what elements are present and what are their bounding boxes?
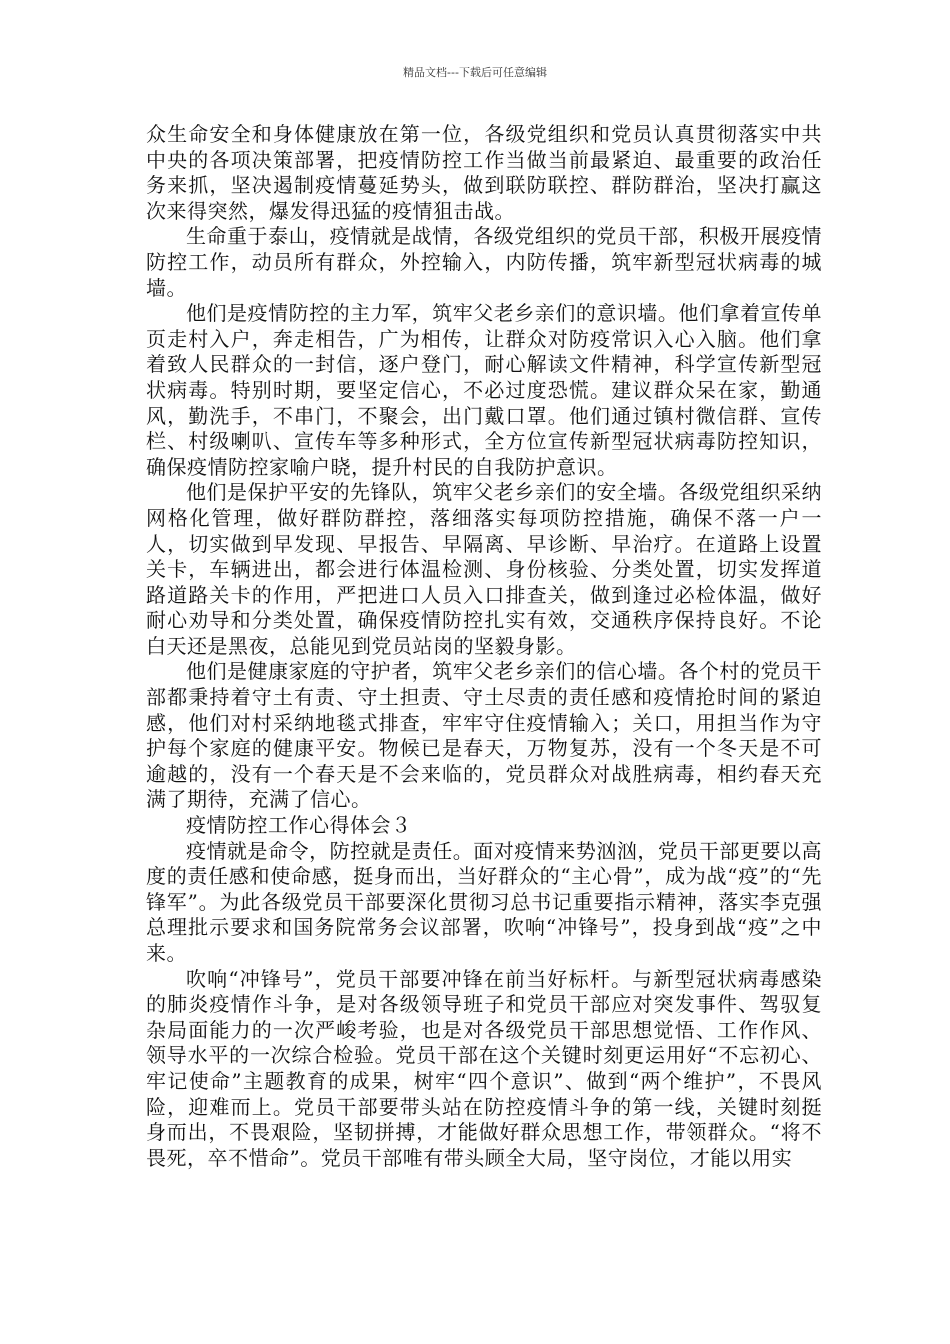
section-heading: 疫情防控工作心得体会３ [186, 813, 412, 838]
paragraph: 他们是保护平安的先锋队，筑牢父老乡亲们的安全墙。各级党组织采纳网格化管理，做好群防群控，落细落实每项防控措施，确保不落一户一人，切实做到早发现、早报告、早隔离、早诊断、早治疗。在道路上设置关卡，车辆进出，都会进行体温检测、身份核验、分类处置，切实发挥道路道路关卡的作用，严把进口人员入口排查关，做到逢过必检体温，做好耐心劝导和分类处置，确保疫情防控扎实有效，交通秩序保持良好。不论白天还是黑夜，总能见到党员站岗的坚毅身影。 [146, 480, 822, 658]
paragraph: 生命重于泰山，疫情就是战情，各级党组织的党员干部，积极开展疫情防控工作，动员所有群众，外控输入，内防传播，筑牢新型冠状病毒的城墙。 [146, 224, 822, 300]
paragraph: 他们是健康家庭的守护者，筑牢父老乡亲们的信心墙。各个村的党员干部都秉持着守土有责、守土担责、守土尽责的责任感和疫情抢时间的紧迫感，他们对村采纳地毯式排查，牢牢守住疫情输入；关口，用担当作为守护每个家庭的健康平安。物候已是春天，万物复苏，没有一个冬天是不可逾越的，没有一个春天是不会来临的，党员群众对战胜病毒，相约春天充满了期待，充满了信心。 [146, 659, 822, 812]
paragraph: 疫情就是命令，防控就是责任。面对疫情来势汹汹，党员干部更要以高度的责任感和使命感，挺身而出，当好群众的“主心骨”，成为战“疫”的“先锋军”。为此各级党员干部要深化贯彻习总书记重要指示精神，落实李克强总理批示要求和国务院常务会议部署，吹响“冲锋号”，投身到战“疫”之中来。 [146, 838, 822, 965]
paragraph: 他们是疫情防控的主力军，筑牢父老乡亲们的意识墙。他们拿着宣传单页走村入户，奔走相告，广为相传，让群众对防疫常识入心入脑。他们拿着致人民群众的一封信，逐户登门，耐心解读文件精神，科学宣传新型冠状病毒。特别时期，要坚定信心，不必过度恐慌。建议群众呆在家，勤通风，勤洗手，不串门，不聚会，出门戴口罩。他们通过镇村微信群、宣传栏、村级喇叭、宣传车等多种形式，全方位宣传新型冠状病毒防控知识，确保疫情防控家喻户晓，提升村民的自我防护意识。 [146, 301, 822, 479]
document-body [146, 122, 822, 1171]
paragraph: 吹响“冲锋号”，党员干部要冲锋在前当好标杆。与新型冠状病毒感染的肺炎疫情作斗争，是对各级领导班子和党员干部应对突发事件、驾驭复杂局面能力的一次严峻考验，也是对各级党员干部思想觉悟、工作作风、领导水平的一次综合检验。党员干部在这个关键时刻更运用好“不忘初心、牢记使命”主题教育的成果，树牢“四个意识”、做到“两个维护”，不畏风险，迎难而上。党员干部要带头站在防控疫情斗争的第一线，关键时刻挺身而出，不畏艰险，坚韧拼搏，才能做好群众思想工作，带领群众。“将不畏死，卒不惜命”。党员干部唯有带头顾全大局，坚守岗位，才能以用实 [146, 966, 822, 1170]
page-header: 精品文档---下载后可任意编辑 [403, 66, 547, 79]
paragraph-continuation: 众生命安全和身体健康放在第一位，各级党组织和党员认真贯彻落实中共中央的各项决策部署，把疫情防控工作当做当前最紧迫、最重要的政治任务来抓，坚决遏制疫情蔓延势头，做到联防联控、群防群治，坚决打赢这次来得突然，爆发得迅猛的疫情狙击战。 [146, 122, 822, 223]
